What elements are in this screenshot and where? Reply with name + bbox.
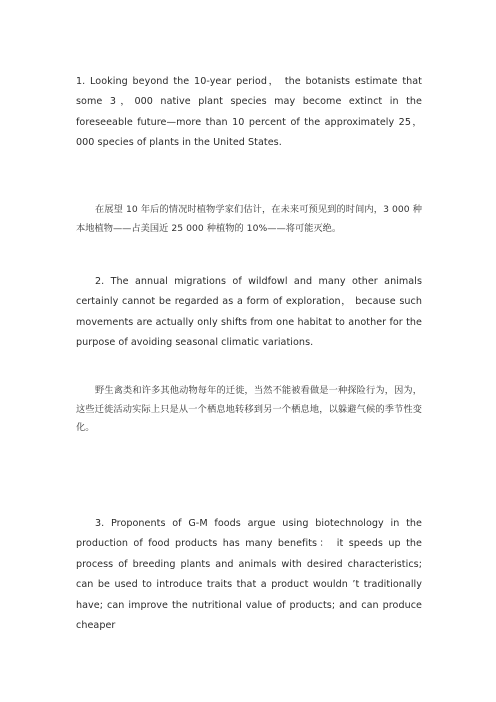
paragraph-2-english: 2. The annual migrations of wildfowl and many other animals certainly cannot be regarded as a form of exploration， because such movements are actually only shifts from one habitat to another for the purpose of avoiding seasonal climatic variations. bbox=[76, 275, 422, 349]
paragraph-1-english: 1. Looking beyond the 10-year period， the botanists estimate that some 3，000 native plant species may become extinct in the foreseeable future—more than 10 percent of the approximately 25，000 species of plants in the United States. bbox=[76, 75, 422, 149]
paragraph-1-chinese: 在展望 10 年后的情况时植物学家们估计，在未来可预见到的时间内，3 000 种本地植物——占美国近 25 000 种植物的 10%——将可能灭绝。 bbox=[76, 204, 422, 234]
paragraph-3-english: 3. Proponents of G-M foods argue using biotechnology in the production of food products has many benefits： it speeds up the process of breeding plants and animals with desired characteristics; can be used to introduce traits that a product wouldn ’t traditionally have; can improve the nutritional value of products; and can produce cheaper bbox=[76, 517, 422, 632]
paragraph-2-chinese: 野生禽类和许多其他动物每年的迁徙，当然不能被看做是一种探险行为，因为，这些迁徙活动实际上只是从一个栖息地转移到另一个栖息地，以躲避气候的季节性变化。 bbox=[76, 385, 422, 434]
